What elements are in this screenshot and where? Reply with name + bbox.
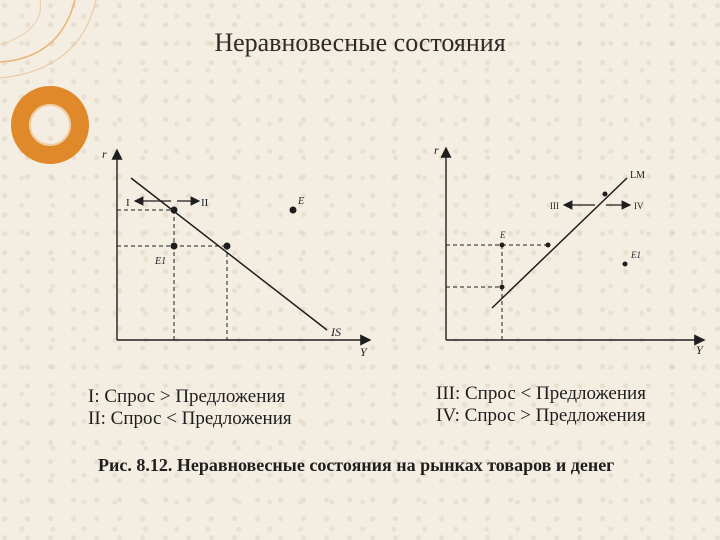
lm-graph [420,140,710,370]
is-graph [95,140,375,370]
y-axis-label: r [102,147,107,161]
ring-inner-highlight [30,105,70,145]
point [603,192,608,197]
point-e1 [171,243,178,250]
legend-left [88,386,292,430]
lm-label: LM [630,170,645,181]
region-i-label: I [126,197,130,209]
point-e1-label: E1 [631,250,641,260]
point-e [290,207,297,214]
point-e1-label: E1 [155,256,167,267]
point [171,207,178,214]
legend-line-iii: III: Спрос < Предложения [436,383,646,404]
region-iv-label: IV [634,201,644,211]
point-e-label: E [298,196,305,207]
is-label: IS [331,325,341,339]
legend-line-i: I: Спрос > Предложения [88,386,286,407]
region-ii-label: II [201,197,209,209]
lm-curve [492,178,627,308]
point [546,243,551,248]
legend-line-ii: II: Спрос < Предложения [88,408,292,429]
legend-line-iv: IV: Спрос > Предложения [436,405,646,426]
point [224,243,231,250]
x-axis-label: Y [696,343,703,357]
point-e [500,243,505,248]
figure-caption: Рис. 8.12. Неравновесные состояния на рынках товаров и денег [98,455,615,475]
legend-right [436,383,646,427]
x-axis-label: Y [360,345,367,359]
region-iii-label: III [550,201,559,211]
y-axis-label: r [434,143,439,157]
point-e-label: E [500,230,506,240]
point [500,285,505,290]
slide-title: Неравновесные состояния [214,28,506,57]
point-e1 [623,262,628,267]
